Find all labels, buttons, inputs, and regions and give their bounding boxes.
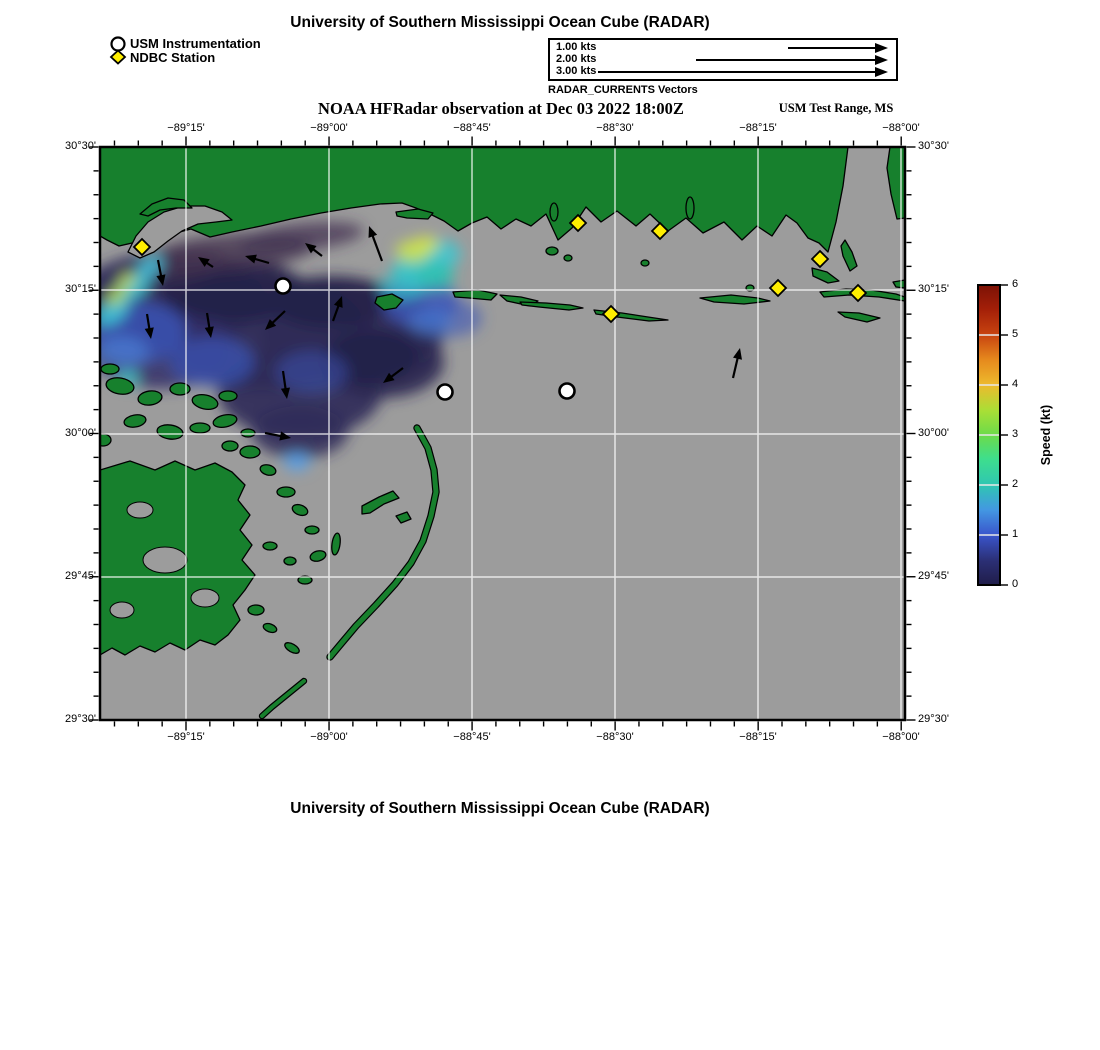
axis-label-longitude: −88°45' [453,122,491,134]
colorbar-tick-label: 4 [1012,378,1019,390]
colorbar-tick-label: 3 [1012,428,1019,440]
marsh-island [305,526,319,534]
marsh-lake [110,602,134,618]
scale-row-label: 1.00 kts [556,41,597,53]
colorbar-tick-label: 6 [1012,278,1019,290]
legend-row-ndbc [108,50,261,64]
marsh-lake [191,589,219,607]
axis-label-longitude: −88°00' [882,122,920,134]
legend-row-usm [108,36,261,50]
axis-label-longitude: −88°15' [739,731,777,743]
scale-row-label: 3.00 kts [556,65,597,77]
axis-label-longitude: −88°45' [453,731,491,743]
scale-row-label: 2.00 kts [556,53,597,65]
axis-label-latitude: 29°45' [65,570,96,582]
marsh-island [263,542,277,550]
axis-label-longitude: −89°00' [310,122,348,134]
marsh-island [170,383,190,395]
vector-scale-arrows [550,40,895,78]
marsh-island [284,557,296,565]
colorbar-tick-label: 2 [1012,478,1019,490]
page-title-top: University of Southern Mississippi Ocean Cube (RADAR) [290,14,710,31]
test-range-label: USM Test Range, MS [778,101,894,115]
speed-field-blob [170,337,254,387]
usm-station-marker [276,279,291,294]
axis-label-latitude: 30°15' [918,283,949,295]
axis-label-longitude: −88°15' [739,122,777,134]
axis-label-latitude: 29°30' [918,713,949,725]
colorbar-tick-label: 5 [1012,328,1019,340]
colorbar-ticks [1001,285,1008,585]
axis-label-latitude: 30°00' [65,427,96,439]
colorbar-title: Speed (kt) [1039,404,1053,466]
axis-label-latitude: 29°45' [918,570,949,582]
marsh-lake [143,547,187,573]
speed-field-blob [276,351,348,393]
axis-label-latitude: 30°30' [65,140,96,152]
speed-field-blob [408,309,452,335]
axis-label-latitude: 30°15' [65,283,96,295]
vector-head [875,67,888,77]
axis-label-longitude: −89°00' [310,731,348,743]
vector-head [875,43,888,53]
marsh-island [222,441,238,451]
colorbar-tick-label: 0 [1012,578,1019,590]
scale-arrow [696,55,888,65]
speed-field-blob [417,263,455,289]
speed-field-blob [413,236,439,252]
usm-station-marker [560,384,575,399]
vectors-caption: RADAR_CURRENTS Vectors [548,84,698,96]
marsh-island [248,605,264,615]
marsh-island [95,434,111,446]
marsh-island [241,429,255,437]
legend-label-usm: USM Instrumentation [130,35,261,51]
axis-label-longitude: −89°15' [167,731,205,743]
colorbar-tick-label: 1 [1012,528,1019,540]
axis-label-latitude: 30°30' [918,140,949,152]
marsh-island [686,197,694,219]
axis-label-longitude: −88°00' [882,731,920,743]
scale-arrow [598,67,888,77]
marsh-island [641,260,649,266]
legend-label-ndbc: NDBC Station [130,49,216,65]
marsh-island [240,446,260,458]
marsh-island [564,255,572,261]
speed-field-blob [252,406,348,458]
usm-station-marker [438,385,453,400]
marsh-island [190,423,210,433]
axis-label-longitude: −89°15' [167,122,205,134]
vector-head [875,55,888,65]
map-legend [108,36,261,64]
axis-label-longitude: −88°30' [596,122,634,134]
axis-label-longitude: −88°30' [596,731,634,743]
observation-subtitle: NOAA HFRadar observation at Dec 03 2022 18:00Z [318,99,684,118]
speed-field-blob [96,336,148,368]
marsh-island [550,203,558,221]
marsh-island [546,247,558,255]
axis-label-latitude: 30°00' [918,427,949,439]
marsh-island [277,487,295,497]
marsh-island [219,391,237,401]
page-title-bottom: University of Southern Mississippi Ocean Cube (RADAR) [290,800,710,817]
ndbc-station-icon [108,49,128,65]
marsh-lake [127,502,153,518]
vector-scale-box [548,38,898,81]
scale-arrow [788,43,888,53]
axis-label-latitude: 29°30' [65,713,96,725]
speed-field-blob [284,453,310,471]
marsh-island [101,364,119,374]
